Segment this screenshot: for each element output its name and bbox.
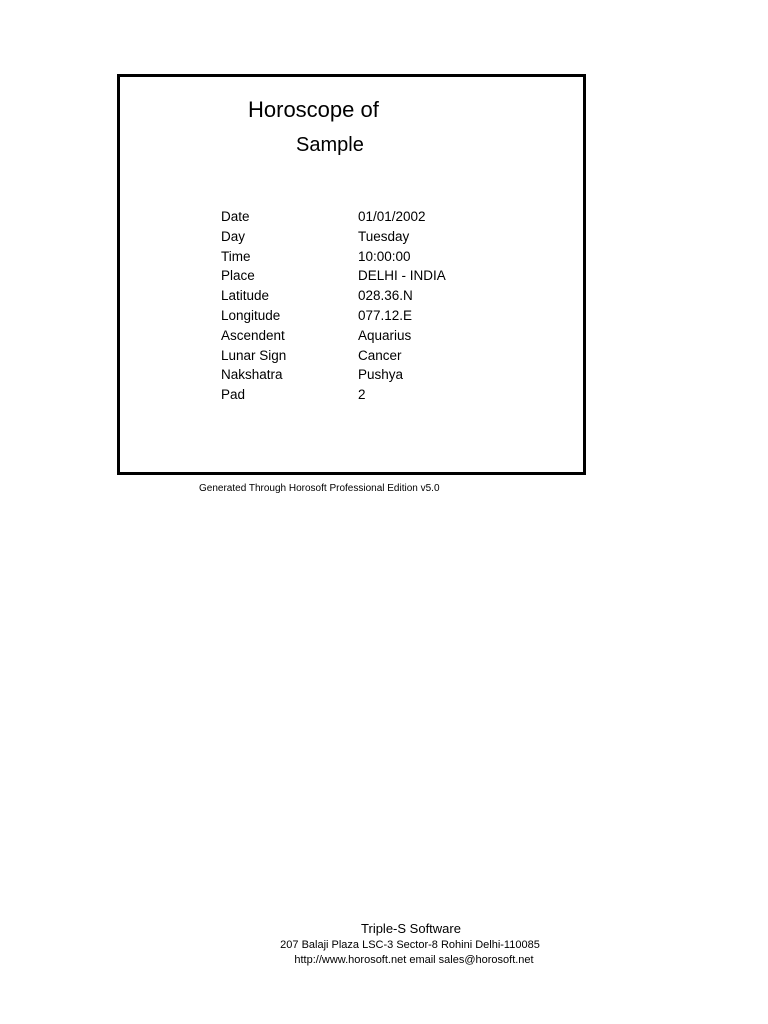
detail-value: 01/01/2002 bbox=[358, 209, 426, 224]
detail-label: Day bbox=[221, 228, 246, 244]
detail-row-date bbox=[221, 207, 541, 227]
horoscope-name: Sample bbox=[296, 134, 364, 156]
detail-row-pad bbox=[221, 385, 541, 405]
detail-label: Longitude bbox=[221, 307, 281, 323]
detail-label: Nakshatra bbox=[221, 367, 283, 383]
detail-row-latitude bbox=[221, 286, 541, 306]
footer-contact: http://www.horosoft.net email sales@horosoft.net bbox=[294, 954, 534, 966]
detail-value: Cancer bbox=[358, 347, 402, 363]
detail-row-day bbox=[221, 227, 541, 247]
detail-label: Ascendent bbox=[221, 327, 285, 343]
detail-value: Tuesday bbox=[358, 228, 410, 244]
horoscope-title: Horoscope of bbox=[248, 97, 379, 122]
detail-row-lunar-sign bbox=[221, 346, 541, 366]
detail-value: Pushya bbox=[358, 367, 404, 383]
detail-value: 2 bbox=[358, 387, 366, 403]
detail-value: 077.12.E bbox=[358, 307, 413, 323]
detail-row-nakshatra bbox=[221, 365, 541, 385]
detail-label: Place bbox=[221, 268, 255, 284]
detail-value: 10:00:00 bbox=[358, 248, 411, 264]
birth-details-list bbox=[221, 207, 541, 405]
footer-address: 207 Balaji Plaza LSC-3 Sector-8 Rohini Delhi-110085 bbox=[280, 939, 540, 951]
footer-company-name: Triple-S Software bbox=[361, 921, 461, 936]
detail-value: Aquarius bbox=[358, 327, 412, 343]
detail-label: Time bbox=[221, 248, 251, 264]
detail-row-time bbox=[221, 247, 541, 267]
detail-row-longitude bbox=[221, 306, 541, 326]
detail-value: 028.36.N bbox=[358, 288, 413, 304]
detail-value: DELHI - INDIA bbox=[358, 268, 446, 284]
detail-label: Lunar Sign bbox=[221, 347, 287, 363]
detail-label: Pad bbox=[221, 387, 246, 403]
detail-label: Date bbox=[221, 209, 250, 224]
detail-row-place bbox=[221, 266, 541, 286]
detail-label: Latitude bbox=[221, 288, 270, 304]
detail-row-ascendent bbox=[221, 326, 541, 346]
generated-note: Generated Through Horosoft Professional Edition v5.0 bbox=[199, 483, 440, 494]
